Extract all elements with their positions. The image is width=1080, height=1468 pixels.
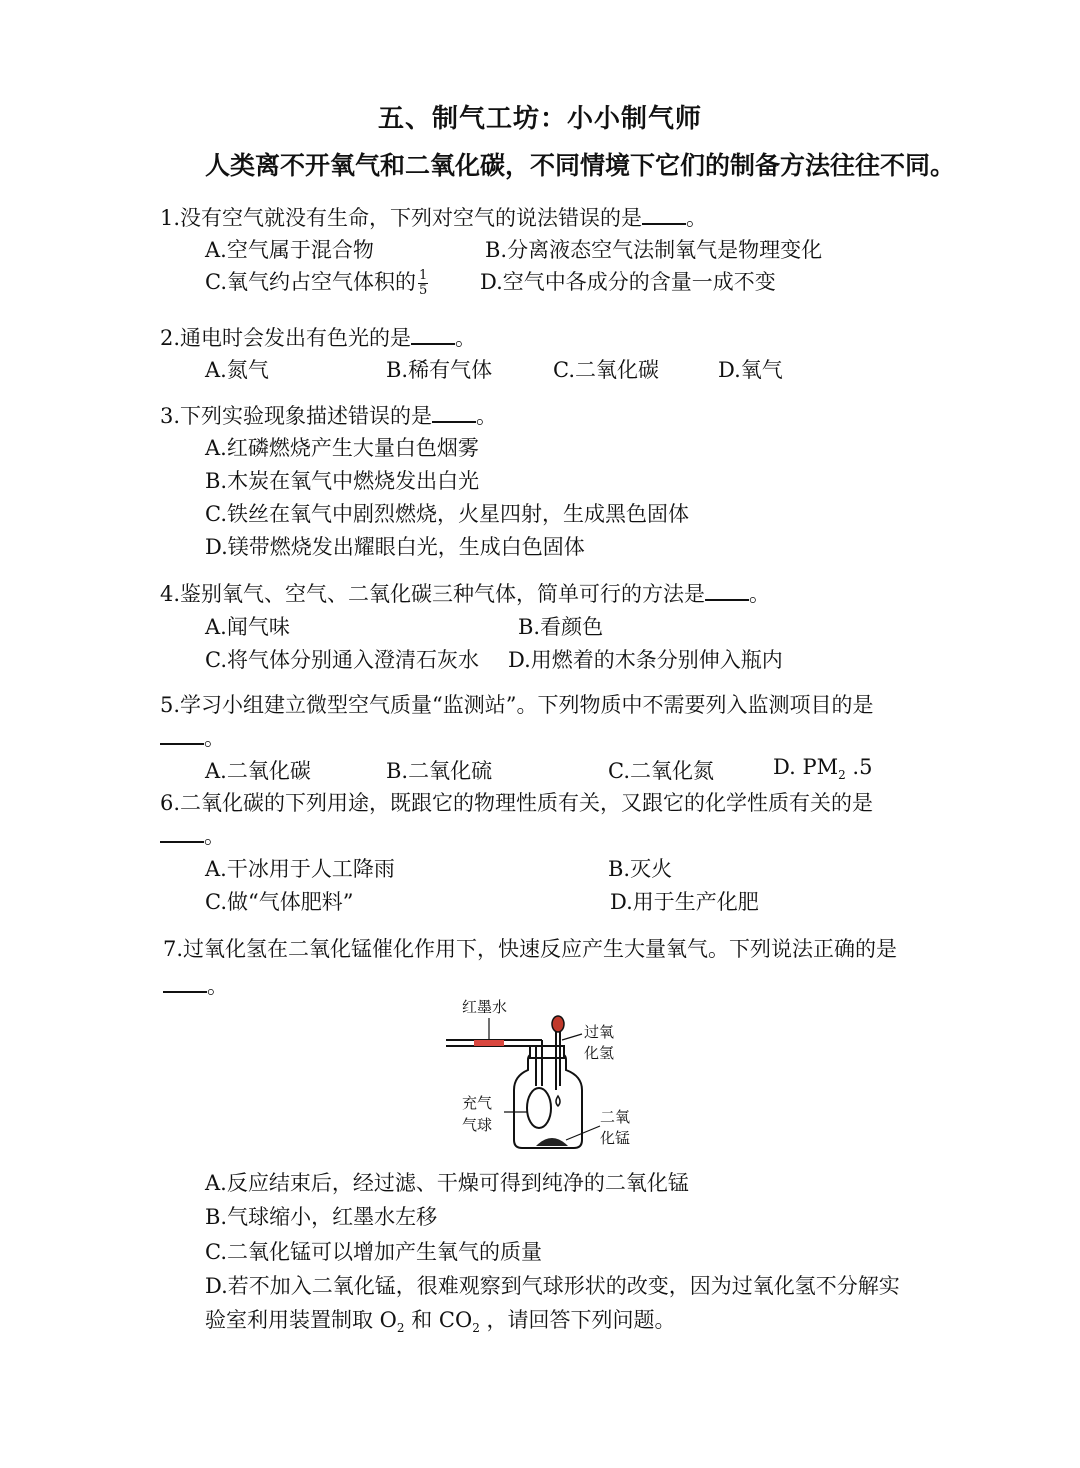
q1-option-d: D.空气中各成分的含量一成不变: [480, 270, 776, 294]
q3-option-c: C.铁丝在氧气中剧烈燃烧，火星四射，生成黑色固体: [205, 502, 689, 526]
question-5-stem: 5.学习小组建立微型空气质量“监测站”。下列物质中不需要列入监测项目的是: [160, 693, 874, 717]
question-6-stem: 6.二氧化碳的下列用途，既跟它的物理性质有关，又跟它的化学性质有关的是: [160, 791, 874, 815]
question-2-stem: 2.通电时会发出有色光的是 。: [160, 326, 477, 350]
q2-option-a: A.氮气: [205, 358, 269, 382]
q2-option-d: D.氧气: [718, 358, 783, 382]
answer-blank[interactable]: [163, 973, 207, 993]
q5-option-b: B.二氧化硫: [386, 759, 493, 783]
question-6-blank-line: 。: [160, 820, 225, 850]
q6-option-a: A.干冰用于人工降雨: [205, 857, 395, 881]
manganese-dioxide-powder: [536, 1138, 568, 1146]
q5-option-d: D. $PM_2$ .5: [773, 755, 873, 783]
q7-option-c: C.二氧化锰可以增加产生氧气的质量: [205, 1240, 542, 1264]
q5-option-c: C.二氧化氮: [608, 759, 714, 783]
q4-option-b: B.看颜色: [518, 615, 604, 639]
q5-option-a: A.二氧化碳: [205, 759, 311, 783]
red-ink-drop: [474, 1040, 504, 1046]
inflated-balloon: [527, 1088, 551, 1128]
q1-option-b: B.分离液态空气法制氧气是物理变化: [485, 238, 823, 262]
question-7-blank-line: 。: [163, 970, 228, 1000]
answer-blank[interactable]: [432, 403, 476, 423]
experiment-apparatus-diagram: [440, 990, 660, 1160]
q6-option-b: B.灭火: [608, 857, 673, 881]
q1-option-a: A.空气属于混合物: [205, 238, 374, 262]
label-line-h2o2: [562, 1034, 582, 1040]
label-mno2-1: 二氧: [600, 1108, 631, 1126]
question-5-blank-line: 。: [160, 722, 225, 752]
label-balloon-1: 充气: [462, 1094, 493, 1112]
q4-option-c: C.将气体分别通入澄清石灰水: [205, 648, 479, 672]
answer-blank[interactable]: [411, 325, 455, 345]
fraction-one-fifth: $\frac{1}{5}$: [419, 268, 428, 298]
question-7-stem: 7.过氧化氢在二氧化锰催化作用下，快速反应产生大量氧气。下列说法正确的是: [163, 937, 898, 961]
q4-option-d: D.用燃着的木条分别伸入瓶内: [508, 648, 783, 672]
answer-blank[interactable]: [160, 823, 204, 843]
q7-option-b: B.气球缩小，红墨水左移: [205, 1205, 438, 1229]
q4-option-a: A.闻气味: [205, 615, 290, 639]
q6-option-c: C.做“气体肥料”: [205, 890, 354, 914]
dropper-bulb: [552, 1016, 564, 1032]
q1-option-c: C.氧气约占空气体积的 $\frac{1}{5}$: [205, 268, 428, 298]
q7-option-d: D.若不加入二氧化锰，很难观察到气球形状的改变，因为过氧化氢不分解实: [205, 1274, 900, 1298]
q3-option-a: A.红磷燃烧产生大量白色烟雾: [205, 436, 479, 460]
q2-option-c: C.二氧化碳: [553, 358, 659, 382]
section-intro: 人类离不开氧气和二氧化碳，不同情境下它们的制备方法往往不同。: [205, 151, 956, 180]
label-balloon-2: 气球: [462, 1116, 493, 1134]
q6-option-d: D.用于生产化肥: [610, 890, 759, 914]
section-title: 五、制气工坊：小小制气师: [377, 104, 702, 134]
label-mno2-2: 化锰: [600, 1129, 631, 1147]
label-red-ink: 红墨水: [462, 998, 508, 1016]
label-hydrogen-peroxide-2: 化氢: [584, 1044, 615, 1062]
q2-option-b: B.稀有气体: [386, 358, 493, 382]
q7-option-a: A.反应结束后，经过滤、干燥可得到纯净的二氧化锰: [205, 1171, 689, 1195]
answer-blank[interactable]: [642, 205, 686, 225]
question-3-stem: 3.下列实验现象描述错误的是 。: [160, 404, 498, 428]
question-1-stem: 1.没有空气就没有生命，下列对空气的说法错误的是 。: [160, 206, 708, 230]
liquid-drop: [556, 1096, 560, 1106]
q3-option-d: D.镁带燃烧发出耀眼白光，生成白色固体: [205, 535, 585, 559]
q7-continuation-line: 验室利用装置制取 $O_2$ 和 $CO_2$ ，请回答下列问题。: [205, 1308, 676, 1336]
question-4-stem: 4.鉴别氧气、空气、二氧化碳三种气体，简单可行的方法是 。: [160, 582, 771, 606]
q3-option-b: B.木炭在氧气中燃烧发出白光: [205, 469, 480, 493]
answer-blank[interactable]: [160, 725, 204, 745]
label-hydrogen-peroxide-1: 过氧: [584, 1023, 615, 1041]
answer-blank[interactable]: [705, 581, 749, 601]
